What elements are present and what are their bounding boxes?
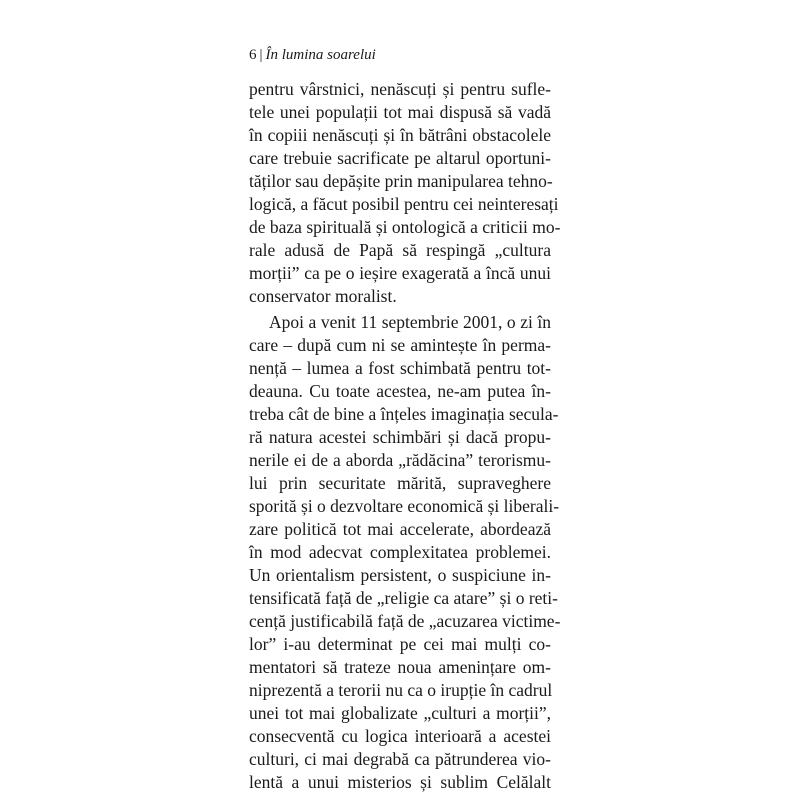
- paragraph-2: [249, 311, 561, 794]
- paragraph-1: [249, 78, 561, 308]
- text-line: treba cât de bine a înțeles imaginația secula-: [249, 404, 559, 424]
- text-line: morții” ca pe o ieșire exagerată a încă unui: [249, 263, 551, 283]
- body-text: [249, 78, 561, 794]
- text-line: Apoi a venit 11 septembrie 2001, o zi în: [269, 312, 551, 332]
- text-line: zare politică tot mai accelerate, abordează: [249, 519, 551, 539]
- text-line: tele unei populații tot mai dispusă să vadă: [249, 102, 551, 122]
- text-line: de baza spirituală și ontologică a criticii mo-: [249, 217, 561, 237]
- text-line: care – după cum ni se amintește în perma-: [249, 335, 551, 355]
- text-line: în mod adecvat complexitatea problemei.: [249, 542, 551, 562]
- text-line: lor” i-au determinat pe cei mai mulți co-: [249, 634, 551, 654]
- text-line: culturi, ci mai degrabă ca pătrunderea vio-: [249, 749, 551, 769]
- text-line: Un orientalism persistent, o suspiciune in-: [249, 565, 551, 585]
- text-line: niprezentă a terorii nu ca o irupție în cadrul: [249, 680, 553, 700]
- text-line: pentru vârstnici, nenăscuți și pentru sufle-: [249, 79, 551, 99]
- text-line: care trebuie sacrificate pe altarul oportuni-: [249, 148, 551, 168]
- text-line: nență – lumea a fost schimbată pentru tot-: [249, 358, 551, 378]
- text-line: logică, a făcut posibil pentru cei neinteresați: [249, 194, 559, 214]
- text-line: tensificată față de „religie ca atare” și o reti-: [249, 588, 558, 608]
- page-number: 6: [249, 47, 257, 63]
- text-line: nerile ei de a aborda „rădăcina” terorismu-: [249, 450, 551, 470]
- running-title: În lumina soarelui: [265, 47, 376, 63]
- running-head: [249, 46, 376, 64]
- text-line: consecventă cu logica interioară a acestei: [249, 726, 551, 746]
- text-line: sporită și o dezvoltare economică și liberali-: [249, 496, 560, 516]
- text-line: lui prin securitate mărită, supraveghere: [249, 473, 551, 493]
- text-line: mentatori să trateze noua amenințare om-: [249, 657, 551, 677]
- text-line: ră natura acestei schimbări și dacă propu-: [249, 427, 551, 447]
- text-line: tăților sau depășite prin manipularea tehno-: [249, 171, 553, 191]
- text-line: cență justificabilă față de „acuzarea victime-: [249, 611, 561, 631]
- text-line: în copiii nenăscuți și în bătrâni obstacolele: [249, 125, 551, 145]
- text-line: rale adusă de Papă să respingă „cultura: [249, 240, 551, 260]
- text-line: unei tot mai globalizate „culturi a morții”,: [249, 703, 551, 723]
- text-line: lentă a unui misterios și sublim Celălalt: [249, 772, 551, 792]
- header-separator: |: [259, 47, 263, 63]
- text-line: deauna. Cu toate acestea, ne-am putea în-: [249, 381, 551, 401]
- text-line: conservator moralist.: [249, 286, 397, 306]
